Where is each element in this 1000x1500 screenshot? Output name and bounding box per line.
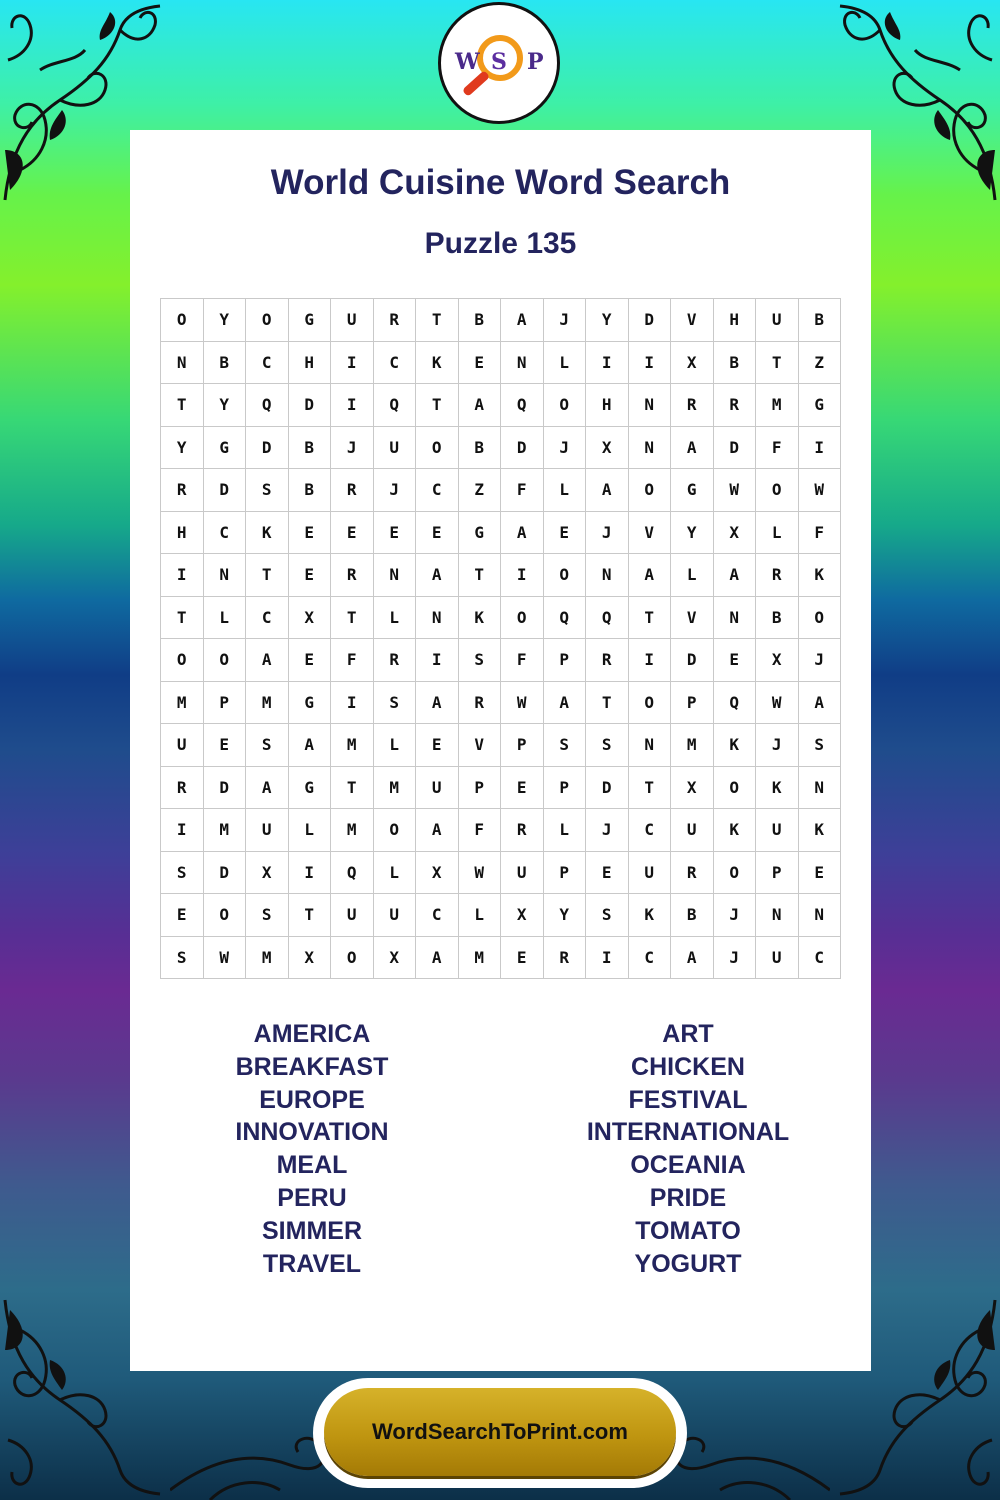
grid-cell: E <box>331 512 374 555</box>
grid-cell: A <box>416 937 459 980</box>
grid-cell: S <box>246 724 289 767</box>
grid-cell: D <box>714 427 757 470</box>
word-item: FESTIVAL <box>628 1085 748 1114</box>
grid-cell: H <box>586 384 629 427</box>
grid-cell: V <box>629 512 672 555</box>
grid-cell: N <box>799 767 842 810</box>
grid-cell: Q <box>374 384 417 427</box>
grid-cell: X <box>671 767 714 810</box>
grid-cell: U <box>161 724 204 767</box>
grid-cell: T <box>161 597 204 640</box>
grid-cell: P <box>459 767 502 810</box>
grid-cell: O <box>629 682 672 725</box>
grid-cell: N <box>161 342 204 385</box>
grid-cell: U <box>331 894 374 937</box>
wsp-logo <box>438 2 560 124</box>
grid-cell: I <box>416 639 459 682</box>
grid-cell: I <box>629 342 672 385</box>
grid-cell: Q <box>544 597 587 640</box>
grid-cell: I <box>331 682 374 725</box>
grid-cell: U <box>374 427 417 470</box>
grid-cell: T <box>756 342 799 385</box>
grid-cell: E <box>544 512 587 555</box>
grid-cell: U <box>629 852 672 895</box>
grid-cell: P <box>204 682 247 725</box>
grid-cell: C <box>246 597 289 640</box>
word-item: YOGURT <box>634 1249 742 1278</box>
grid-cell: P <box>544 767 587 810</box>
grid-cell: O <box>544 554 587 597</box>
grid-cell: N <box>629 384 672 427</box>
grid-cell: M <box>331 809 374 852</box>
logo-letter-w: W <box>455 49 480 75</box>
grid-cell: A <box>416 554 459 597</box>
grid-cell: H <box>289 342 332 385</box>
grid-cell: B <box>756 597 799 640</box>
grid-cell: X <box>671 342 714 385</box>
word-list-left <box>162 1018 462 1280</box>
grid-cell: O <box>501 597 544 640</box>
grid-cell: L <box>374 597 417 640</box>
grid-cell: K <box>459 597 502 640</box>
grid-cell: R <box>671 852 714 895</box>
grid-cell: S <box>799 724 842 767</box>
grid-cell: P <box>756 852 799 895</box>
grid-cell: F <box>501 469 544 512</box>
grid-cell: Q <box>586 597 629 640</box>
grid-cell: A <box>501 512 544 555</box>
grid-cell: A <box>246 767 289 810</box>
grid-cell: E <box>501 767 544 810</box>
grid-cell: A <box>586 469 629 512</box>
grid-cell: A <box>416 809 459 852</box>
word-item: PERU <box>277 1183 347 1212</box>
grid-cell: A <box>459 384 502 427</box>
grid-cell: L <box>544 809 587 852</box>
grid-cell: J <box>586 809 629 852</box>
grid-cell: F <box>799 512 842 555</box>
grid-cell: U <box>756 809 799 852</box>
grid-cell: J <box>586 512 629 555</box>
grid-cell: L <box>459 894 502 937</box>
grid-cell: F <box>331 639 374 682</box>
grid-cell: W <box>714 469 757 512</box>
grid-cell: I <box>161 554 204 597</box>
grid-cell: W <box>799 469 842 512</box>
grid-cell: L <box>544 342 587 385</box>
grid-cell: E <box>799 852 842 895</box>
grid-cell: E <box>459 342 502 385</box>
grid-cell: R <box>161 469 204 512</box>
grid-cell: N <box>629 724 672 767</box>
grid-cell: N <box>586 554 629 597</box>
grid-cell: O <box>374 809 417 852</box>
grid-cell: K <box>416 342 459 385</box>
grid-cell: M <box>204 809 247 852</box>
word-item: INTERNATIONAL <box>586 1118 790 1147</box>
grid-cell: I <box>586 342 629 385</box>
grid-cell: K <box>799 554 842 597</box>
word-item: MEAL <box>276 1151 348 1180</box>
grid-cell: M <box>161 682 204 725</box>
grid-cell: Y <box>161 427 204 470</box>
grid-cell: U <box>416 767 459 810</box>
grid-cell: D <box>246 427 289 470</box>
grid-cell: N <box>204 554 247 597</box>
grid-cell: Q <box>331 852 374 895</box>
grid-cell: B <box>289 427 332 470</box>
grid-cell: O <box>714 852 757 895</box>
grid-cell: A <box>799 682 842 725</box>
grid-cell: R <box>374 299 417 342</box>
grid-cell: Y <box>544 894 587 937</box>
puzzle-card <box>130 130 871 1371</box>
grid-cell: X <box>246 852 289 895</box>
grid-cell: Y <box>586 299 629 342</box>
grid-cell: N <box>416 597 459 640</box>
grid-cell: R <box>756 554 799 597</box>
grid-cell: T <box>161 384 204 427</box>
grid-cell: F <box>756 427 799 470</box>
grid-cell: N <box>756 894 799 937</box>
grid-cell: J <box>544 427 587 470</box>
grid-cell: G <box>204 427 247 470</box>
grid-cell: R <box>161 767 204 810</box>
grid-cell: D <box>671 639 714 682</box>
grid-cell: R <box>544 937 587 980</box>
word-item: TRAVEL <box>262 1249 362 1278</box>
grid-cell: L <box>289 809 332 852</box>
grid-cell: S <box>161 937 204 980</box>
grid-cell: C <box>374 342 417 385</box>
grid-cell: D <box>501 427 544 470</box>
grid-cell: U <box>756 937 799 980</box>
grid-cell: L <box>671 554 714 597</box>
grid-cell: C <box>246 342 289 385</box>
grid-cell: H <box>714 299 757 342</box>
grid-cell: A <box>289 724 332 767</box>
grid-cell: A <box>544 682 587 725</box>
word-item: PRIDE <box>649 1183 727 1212</box>
grid-cell: H <box>161 512 204 555</box>
word-list-right <box>538 1018 838 1280</box>
grid-cell: B <box>799 299 842 342</box>
grid-cell: A <box>501 299 544 342</box>
grid-cell: C <box>629 937 672 980</box>
word-item: BREAKFAST <box>235 1052 389 1081</box>
grid-cell: B <box>289 469 332 512</box>
grid-cell: S <box>161 852 204 895</box>
grid-cell: M <box>374 767 417 810</box>
grid-cell: J <box>714 894 757 937</box>
grid-cell: S <box>459 639 502 682</box>
word-item: CHICKEN <box>631 1052 745 1081</box>
grid-cell: L <box>544 469 587 512</box>
grid-cell: Y <box>204 384 247 427</box>
grid-cell: D <box>204 852 247 895</box>
grid-cell: N <box>714 597 757 640</box>
grid-cell: A <box>246 639 289 682</box>
grid-cell: P <box>501 724 544 767</box>
grid-cell: L <box>374 852 417 895</box>
grid-cell: G <box>459 512 502 555</box>
grid-cell: Q <box>714 682 757 725</box>
grid-cell: T <box>416 299 459 342</box>
grid-cell: O <box>331 937 374 980</box>
grid-cell: B <box>204 342 247 385</box>
grid-cell: D <box>586 767 629 810</box>
grid-cell: R <box>586 639 629 682</box>
grid-cell: B <box>459 427 502 470</box>
grid-cell: Y <box>204 299 247 342</box>
grid-cell: M <box>756 384 799 427</box>
grid-cell: O <box>799 597 842 640</box>
grid-cell: E <box>289 554 332 597</box>
grid-cell: M <box>246 682 289 725</box>
grid-cell: G <box>289 682 332 725</box>
grid-cell: I <box>501 554 544 597</box>
grid-cell: A <box>416 682 459 725</box>
grid-cell: A <box>671 427 714 470</box>
grid-cell: I <box>586 937 629 980</box>
grid-cell: F <box>459 809 502 852</box>
grid-cell: K <box>799 809 842 852</box>
grid-cell: G <box>671 469 714 512</box>
grid-cell: S <box>246 469 289 512</box>
grid-cell: Q <box>246 384 289 427</box>
grid-cell: A <box>714 554 757 597</box>
grid-cell: C <box>204 512 247 555</box>
grid-cell: S <box>586 724 629 767</box>
grid-cell: E <box>501 937 544 980</box>
grid-cell: K <box>756 767 799 810</box>
word-item: AMERICA <box>253 1020 371 1048</box>
grid-cell: N <box>501 342 544 385</box>
grid-cell: U <box>501 852 544 895</box>
grid-cell: E <box>289 512 332 555</box>
grid-cell: N <box>374 554 417 597</box>
grid-cell: N <box>629 427 672 470</box>
grid-cell: P <box>544 852 587 895</box>
word-item: SIMMER <box>262 1216 362 1245</box>
grid-cell: S <box>374 682 417 725</box>
grid-cell: T <box>629 597 672 640</box>
grid-cell: J <box>756 724 799 767</box>
grid-cell: O <box>544 384 587 427</box>
grid-cell: A <box>671 937 714 980</box>
grid-cell: U <box>671 809 714 852</box>
grid-cell: T <box>246 554 289 597</box>
grid-cell: O <box>161 639 204 682</box>
grid-cell: O <box>756 469 799 512</box>
grid-cell: E <box>416 724 459 767</box>
grid-cell: T <box>459 554 502 597</box>
grid-cell: T <box>586 682 629 725</box>
grid-cell: M <box>246 937 289 980</box>
grid-cell: C <box>629 809 672 852</box>
grid-cell: X <box>374 937 417 980</box>
grid-cell: O <box>161 299 204 342</box>
site-link[interactable]: WordSearchToPrint.com <box>324 1388 676 1476</box>
logo-letter-p: P <box>527 49 544 75</box>
logo-letter-s: S <box>491 49 507 75</box>
grid-cell: I <box>629 639 672 682</box>
grid-cell: F <box>501 639 544 682</box>
word-item: EUROPE <box>259 1085 365 1114</box>
grid-cell: M <box>671 724 714 767</box>
grid-cell: I <box>331 342 374 385</box>
grid-cell: U <box>374 894 417 937</box>
grid-cell: T <box>331 767 374 810</box>
grid-cell: R <box>331 469 374 512</box>
grid-cell: L <box>756 512 799 555</box>
grid-cell: W <box>756 682 799 725</box>
grid-cell: P <box>671 682 714 725</box>
grid-cell: K <box>714 809 757 852</box>
grid-cell: C <box>416 894 459 937</box>
grid-cell: M <box>331 724 374 767</box>
grid-cell: C <box>799 937 842 980</box>
grid-cell: E <box>289 639 332 682</box>
grid-cell: J <box>714 937 757 980</box>
grid-cell: U <box>331 299 374 342</box>
grid-cell: X <box>586 427 629 470</box>
grid-cell: L <box>204 597 247 640</box>
grid-cell: Z <box>459 469 502 512</box>
grid-cell: X <box>416 852 459 895</box>
grid-cell: E <box>416 512 459 555</box>
grid-cell: E <box>586 852 629 895</box>
grid-cell: Q <box>501 384 544 427</box>
grid-cell: G <box>289 299 332 342</box>
grid-cell: D <box>629 299 672 342</box>
grid-cell: V <box>671 299 714 342</box>
grid-cell: D <box>204 767 247 810</box>
grid-cell: U <box>756 299 799 342</box>
grid-cell: X <box>756 639 799 682</box>
grid-cell: O <box>204 894 247 937</box>
letter-grid <box>160 298 841 979</box>
grid-cell: K <box>246 512 289 555</box>
grid-cell: I <box>161 809 204 852</box>
word-item: INNOVATION <box>235 1118 389 1147</box>
grid-cell: X <box>714 512 757 555</box>
grid-cell: X <box>289 937 332 980</box>
grid-cell: K <box>629 894 672 937</box>
grid-cell: R <box>459 682 502 725</box>
grid-cell: R <box>374 639 417 682</box>
word-list <box>130 1018 871 1318</box>
grid-cell: O <box>416 427 459 470</box>
grid-cell: T <box>331 597 374 640</box>
grid-cell: R <box>331 554 374 597</box>
grid-cell: R <box>501 809 544 852</box>
grid-cell: X <box>289 597 332 640</box>
grid-cell: J <box>799 639 842 682</box>
grid-cell: E <box>374 512 417 555</box>
grid-cell: S <box>246 894 289 937</box>
grid-cell: U <box>246 809 289 852</box>
puzzle-number: Puzzle 135 <box>424 227 577 260</box>
grid-cell: O <box>246 299 289 342</box>
grid-cell: Z <box>799 342 842 385</box>
grid-cell: A <box>629 554 672 597</box>
grid-cell: J <box>544 299 587 342</box>
grid-cell: B <box>671 894 714 937</box>
grid-cell: P <box>544 639 587 682</box>
grid-cell: E <box>714 639 757 682</box>
word-item: OCEANIA <box>630 1151 746 1180</box>
grid-cell: R <box>714 384 757 427</box>
grid-cell: T <box>289 894 332 937</box>
grid-cell: B <box>714 342 757 385</box>
word-item: TOMATO <box>635 1216 741 1245</box>
grid-cell: W <box>501 682 544 725</box>
grid-cell: J <box>331 427 374 470</box>
grid-cell: D <box>289 384 332 427</box>
grid-cell: D <box>204 469 247 512</box>
grid-cell: G <box>799 384 842 427</box>
grid-cell: S <box>586 894 629 937</box>
grid-cell: C <box>416 469 459 512</box>
grid-cell: T <box>629 767 672 810</box>
grid-cell: S <box>544 724 587 767</box>
grid-cell: I <box>289 852 332 895</box>
grid-cell: V <box>671 597 714 640</box>
grid-cell: Y <box>671 512 714 555</box>
grid-cell: W <box>459 852 502 895</box>
grid-cell: K <box>714 724 757 767</box>
grid-cell: I <box>331 384 374 427</box>
grid-cell: E <box>204 724 247 767</box>
grid-cell: T <box>416 384 459 427</box>
grid-cell: X <box>501 894 544 937</box>
grid-cell: R <box>671 384 714 427</box>
word-item: ART <box>662 1020 714 1048</box>
grid-cell: B <box>459 299 502 342</box>
grid-cell: I <box>799 427 842 470</box>
grid-cell: W <box>204 937 247 980</box>
grid-cell: O <box>204 639 247 682</box>
grid-cell: V <box>459 724 502 767</box>
grid-cell: M <box>459 937 502 980</box>
grid-cell: O <box>714 767 757 810</box>
grid-cell: J <box>374 469 417 512</box>
grid-cell: O <box>629 469 672 512</box>
grid-cell: L <box>374 724 417 767</box>
grid-cell: E <box>161 894 204 937</box>
grid-cell: N <box>799 894 842 937</box>
grid-cell: G <box>289 767 332 810</box>
page-title: World Cuisine Word Search <box>270 163 731 202</box>
